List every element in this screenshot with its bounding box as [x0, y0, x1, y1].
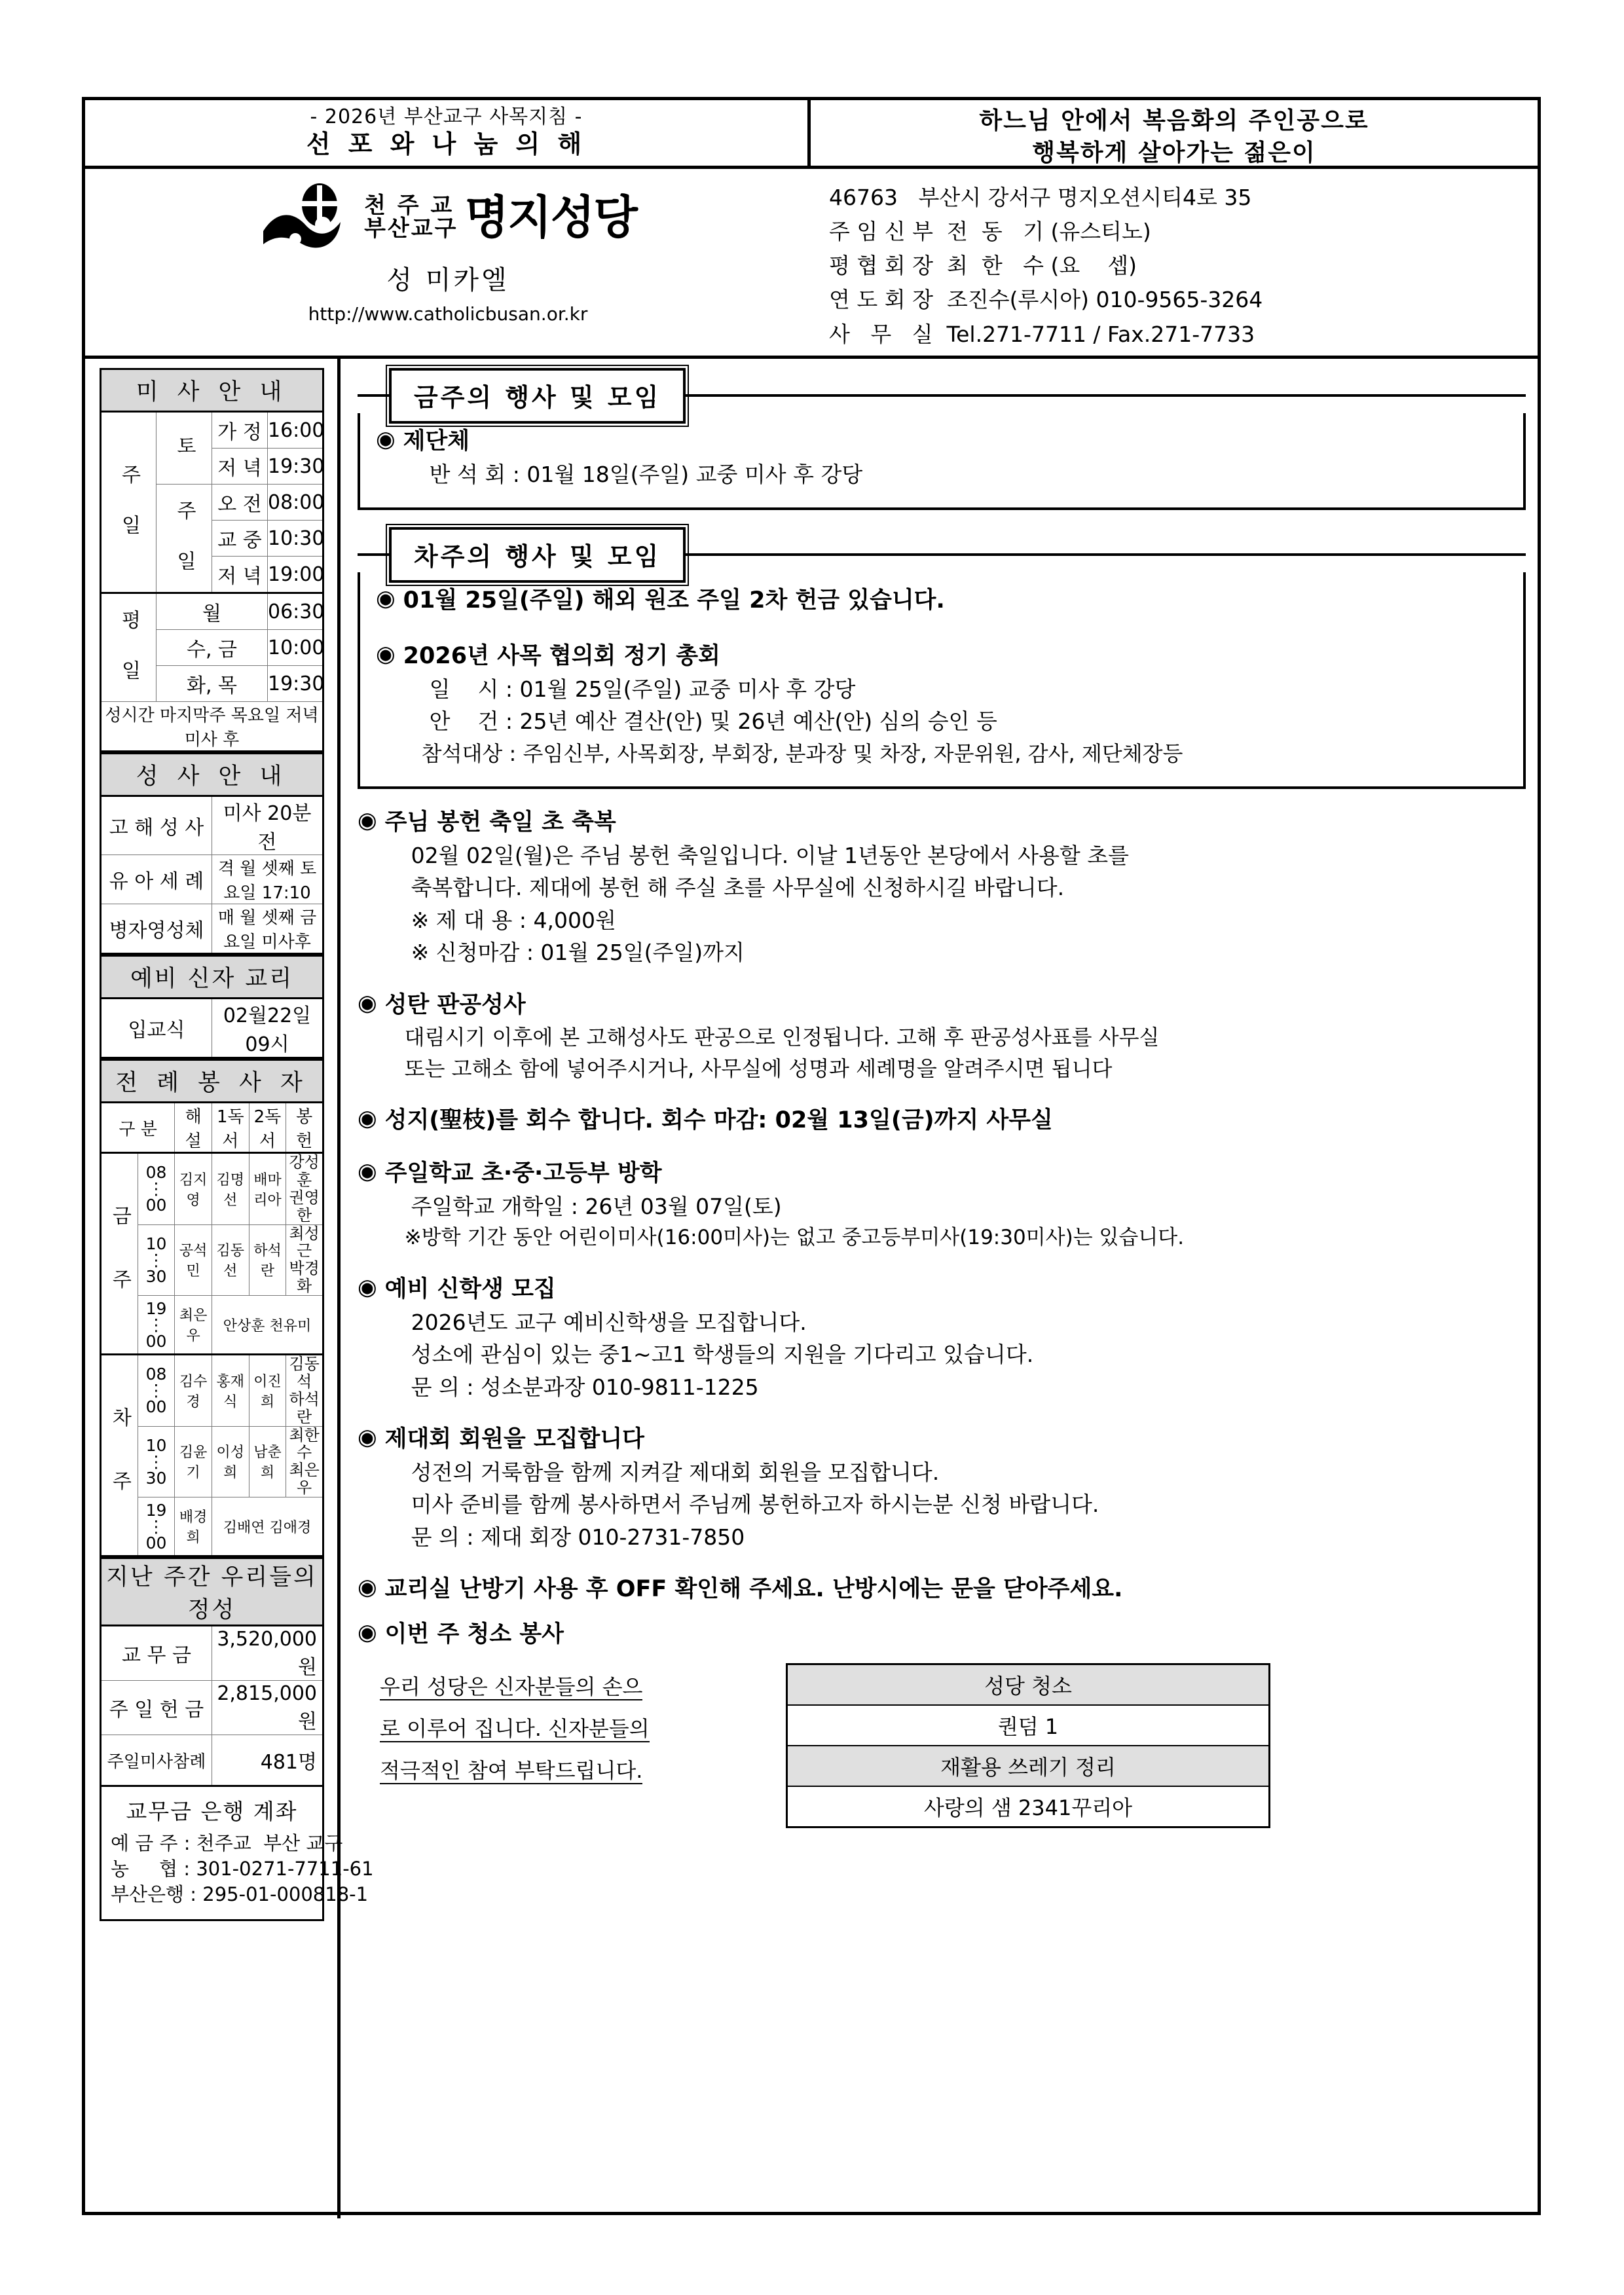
col-header-reading1: 1독서 — [212, 1103, 249, 1153]
bank-account-holder: 예 금 주 : 천주교 부산 교구 — [111, 1832, 343, 1854]
mass-kind: 가 정 — [212, 412, 268, 449]
commentary-name: 최은우 — [175, 1296, 212, 1355]
bullet-dot-icon: ◉ — [358, 1158, 377, 1184]
mass-day-sat: 토 — [173, 435, 196, 459]
announcement-line: 문 의 : 제대 회장 010-2731-7850 — [411, 1524, 745, 1550]
offering-name-1: 최한수 — [289, 1425, 320, 1462]
sacrament-title: 성 사 안 내 — [101, 754, 323, 796]
mass-kind: 저 녁 — [212, 449, 268, 485]
sacrament-label: 고 해 성 사 — [101, 796, 212, 855]
contact-info — [811, 169, 1538, 356]
reading2-name: 배마리아 — [249, 1153, 286, 1225]
offering-label: 주일미사참례 — [101, 1735, 212, 1786]
offering-name-2: 권영한 — [289, 1188, 320, 1224]
bullet-dot-icon: ◉ — [358, 1274, 377, 1300]
time-min: 00 — [145, 1533, 167, 1552]
bullet-dot-icon: ◉ — [358, 1619, 377, 1645]
bulletin-page — [82, 97, 1541, 2215]
time-hour: 10 — [145, 1435, 167, 1455]
mass-day-sun: 주 일 — [173, 500, 196, 574]
table-row — [101, 1626, 323, 1681]
mass-time: 08:00 — [268, 485, 323, 521]
church-logo-icon — [259, 181, 358, 253]
bullet-dot-icon: ◉ — [358, 1574, 377, 1601]
col-header-reading2: 2독서 — [249, 1103, 286, 1153]
motto-line-1: 하느님 안에서 복음화의 주인공으로 — [979, 107, 1369, 134]
bank-account-title: 교무금 은행 계좌 — [126, 1799, 298, 1824]
announcement-item — [358, 1423, 1526, 1553]
list-item — [376, 425, 1507, 490]
diocese-label-line2: 부산교구 — [364, 215, 458, 242]
offering-summary-table — [100, 1557, 324, 1787]
announcement-item — [358, 1157, 1526, 1253]
announcement-line: 대림시기 이후에 본 고해성사도 판공으로 인정됩니다. 고해 후 판공성사표를 사무실 — [404, 1025, 1160, 1050]
col-header-division: 구 분 — [101, 1103, 175, 1153]
mass-time: 19:00 — [268, 557, 323, 593]
time-hour: 19 — [145, 1298, 167, 1318]
mass-kind: 교 중 — [212, 521, 268, 557]
offering-names — [286, 1426, 323, 1497]
mass-time: 19:30 — [268, 449, 323, 485]
bank-account-nonghyup: 농 협 : 301-0271-7711-61 — [111, 1857, 374, 1880]
mass-kind: 저 녁 — [212, 557, 268, 593]
weekday-day: 수, 금 — [157, 630, 268, 666]
next-week-events-banner: 차주의 행사 및 모임 — [389, 527, 686, 583]
diocese-label — [364, 194, 458, 241]
header-main — [85, 169, 1538, 359]
offering-name-1: 강성훈 — [289, 1153, 320, 1189]
announcement-heading: 주님 봉헌 축일 초 축복 — [384, 809, 616, 835]
table-row — [101, 412, 323, 449]
reading1-name: 이성희 — [212, 1426, 249, 1497]
cleaning-category-recycling: 재활용 쓰레기 정리 — [787, 1746, 1270, 1786]
office-contact-line: 사 무 실 Tel.271-7711 / Fax.271-7733 — [829, 321, 1255, 347]
announcement-line: 또는 고해소 함에 넣어주시거나, 사무실에 성명과 세례명을 알려주시면 됩니다 — [404, 1056, 1113, 1082]
cleaning-assignment-table — [786, 1663, 1270, 1828]
table-row — [101, 702, 323, 752]
cleaning-note — [380, 1666, 747, 1791]
mass-time-slot: 08 ⋮ 00 — [138, 1153, 175, 1225]
time-min: 30 — [145, 1468, 167, 1488]
announcement-line: 축복합니다. 제대에 봉헌 해 주실 초를 사무실에 신청하시길 바랍니다. — [411, 875, 1065, 900]
announcement-line: 문 의 : 성소분과장 010-9811-1225 — [411, 1374, 759, 1400]
mass-time-slot: 10 ⋮ 30 — [138, 1426, 175, 1497]
announcement-line: 주일학교 개학일 : 26년 03월 07일(토) — [411, 1193, 782, 1219]
event-detail: 일 시 : 01월 25일(주일) 교중 미사 후 강당 — [429, 676, 856, 702]
catechumen-title: 예비 신자 교리 — [101, 956, 323, 999]
cleaning-note-line-3: 적극적인 참여 부탁드립니다. — [380, 1757, 643, 1783]
diocese-motto — [811, 100, 1538, 166]
mass-time-slot: 19 ⋮ 00 — [138, 1296, 175, 1355]
mass-schedule-table — [100, 368, 324, 752]
weekday-time: 06:30 — [268, 593, 323, 630]
col-header-offering: 봉 헌 — [286, 1103, 323, 1153]
announcement-line: 2026년도 교구 예비신학생을 모집합니다. — [411, 1309, 807, 1335]
next-week-events-panel — [358, 572, 1526, 789]
time-hour: 19 — [145, 1500, 167, 1520]
mass-time-slot: 10 ⋮ 30 — [138, 1224, 175, 1296]
announcement-heading: 이번 주 청소 봉사 — [384, 1621, 564, 1647]
catechumen-label: 입교식 — [101, 999, 212, 1058]
this-week-events-banner: 금주의 행사 및 모임 — [389, 368, 686, 424]
offering-name-2: 최은우 — [289, 1461, 320, 1497]
volunteer-title: 전 례 봉 사 자 — [101, 1060, 323, 1103]
mass-kind: 오 전 — [212, 485, 268, 521]
table-row — [101, 1153, 323, 1225]
offering-label: 주 일 헌 금 — [101, 1681, 212, 1735]
parish-name: 명지성당 — [464, 191, 637, 244]
table-row — [101, 796, 323, 855]
commentary-name: 김수경 — [175, 1355, 212, 1427]
event-detail: 참석대상 : 주임신부, 사목회장, 부회장, 분과장 및 차장, 자문위원, 감사, 제단체장등 — [421, 741, 1183, 766]
weekday-day: 월 — [157, 593, 268, 630]
parish-identity — [85, 169, 811, 356]
bank-account-box — [100, 1787, 374, 1921]
sacrament-value: 매 월 셋째 금요일 미사후 — [212, 904, 323, 954]
reading2-name: 남춘희 — [249, 1426, 286, 1497]
announcement-line: 미사 준비를 함께 봉사하면서 주님께 봉헌하고자 하시는분 신청 바랍니다. — [411, 1492, 1099, 1518]
reading1-name: 김동선 — [212, 1224, 249, 1296]
announcement-line: 02월 02일(월)은 주님 봉헌 축일입니다. 이날 1년동안 본당에서 사용할 초를 — [411, 842, 1130, 868]
table-row — [787, 1746, 1270, 1786]
col-header-commentary: 해 설 — [175, 1103, 212, 1153]
offering-names — [286, 1224, 323, 1296]
time-min: 00 — [145, 1331, 167, 1351]
table-row — [101, 1681, 323, 1735]
event-detail: 안 건 : 25년 예산 결산(안) 및 26년 예산(안) 심의 승인 등 — [429, 708, 997, 735]
bullet-dot-icon: ◉ — [358, 989, 377, 1016]
diocese-label-line1: 천 주 교 — [364, 192, 454, 219]
offering-label: 교 무 금 — [101, 1626, 212, 1681]
cleaning-note-line-1: 우리 성당은 신자분들의 손으 — [380, 1674, 643, 1699]
commentary-name: 배경희 — [175, 1497, 212, 1556]
table-row — [787, 1786, 1270, 1827]
guideline-title: 선 포 와 나 눔 의 해 — [306, 130, 587, 158]
next-week-banner-wrap — [358, 527, 1526, 583]
mass-time-slot: 19 ⋮ 00 — [138, 1497, 175, 1556]
catechumen-table — [100, 955, 324, 1059]
sacrament-label: 병자영성체 — [101, 904, 212, 954]
announcement-line: ※방학 기간 동안 어린이미사(16:00미사)는 없고 중고등부미사(19:30미사)는 있습니다. — [404, 1226, 1185, 1250]
table-row — [101, 1735, 323, 1786]
announcement-line: 성소에 관심이 있는 중1~고1 학생들의 지원을 기다리고 있습니다. — [411, 1342, 1034, 1367]
mass-group-weekday: 평 일 — [117, 609, 141, 684]
bullet-dot-icon: ◉ — [358, 1105, 377, 1132]
main-content — [341, 359, 1538, 2218]
reading1-name: 홍재식 — [212, 1355, 249, 1427]
mass-time: 16:00 — [268, 412, 323, 449]
announcement-item — [358, 1573, 1526, 1606]
list-item — [376, 640, 1507, 769]
time-min: 00 — [145, 1397, 167, 1417]
parish-website-url[interactable]: http://www.catholicbusan.or.kr — [308, 303, 588, 325]
sacrament-table — [100, 752, 324, 955]
offering-names — [286, 1153, 323, 1225]
announcement-item — [358, 989, 1526, 1085]
announcement-item — [358, 1273, 1526, 1403]
bullet-dot-icon: ◉ — [376, 585, 396, 612]
parish-address: 46763 부산시 강서구 명지오션시티4로 35 — [829, 185, 1252, 210]
guideline-subtitle: - 2026년 부산교구 사목지침 - — [310, 105, 583, 128]
merged-volunteer-names: 김배연 김애경 — [212, 1497, 323, 1556]
this-week-events-panel — [358, 413, 1526, 510]
sacrament-value: 격 월 셋째 토요일 17:10 — [212, 855, 323, 904]
announcement-heading: 성지(聖枝)를 회수 합니다. 회수 마감: 02월 13일(금)까지 사무실 — [384, 1107, 1053, 1134]
holy-hour-note: 성시간 마지막주 목요일 저녁 미사 후 — [101, 702, 323, 752]
offering-value: 481명 — [212, 1735, 323, 1786]
reading2-name: 이진희 — [249, 1355, 286, 1427]
reading1-name: 김명선 — [212, 1153, 249, 1225]
table-row — [101, 855, 323, 904]
commentary-name: 공석민 — [175, 1224, 212, 1296]
cleaning-team-church: 퀀덤 1 — [787, 1705, 1270, 1746]
event-heading: 01월 25일(주일) 해외 원조 주일 2차 헌금 있습니다. — [403, 587, 945, 614]
cleaning-team-recycling: 사랑의 샘 2341꾸리아 — [787, 1786, 1270, 1827]
table-row — [101, 999, 323, 1058]
announcement-item — [358, 1104, 1526, 1137]
list-item — [376, 584, 1507, 617]
announcement-heading: 제대회 회원을 모집합니다 — [384, 1426, 644, 1452]
announcement-heading: 교리실 난방기 사용 후 OFF 확인해 주세요. 난방시에는 문을 닫아주세요. — [384, 1576, 1123, 1603]
time-hour: 08 — [145, 1163, 167, 1183]
table-row — [787, 1664, 1270, 1705]
cleaning-note-line-2: 로 이루어 집니다. 신자분들의 — [380, 1716, 650, 1741]
time-hour: 08 — [145, 1365, 167, 1384]
time-min: 00 — [145, 1196, 167, 1215]
header-top — [85, 100, 1538, 169]
event-heading: 2026년 사목 협의회 정기 총회 — [403, 643, 720, 669]
announcement-line: 성전의 거룩함을 함께 지켜갈 제대회 회원을 모집합니다. — [411, 1459, 940, 1485]
offering-name-1: 김동석 — [289, 1355, 320, 1391]
commentary-name: 김윤기 — [175, 1426, 212, 1497]
offering-value: 3,520,000원 — [212, 1626, 323, 1681]
announcement-line: ※ 제 대 용 : 4,000원 — [411, 907, 616, 933]
pastor-line: 주 임 신 부 전 동 기 (유스티노) — [829, 219, 1151, 245]
event-detail: 반 석 회 : 01월 18일(주일) 교중 미사 후 강당 — [429, 461, 863, 487]
week-label-next: 차 주 — [108, 1407, 132, 1501]
offering-names — [286, 1355, 323, 1427]
prayer-chair-line: 연 도 회 장 조진수(루시아) 010-9565-3264 — [829, 287, 1263, 313]
mass-time: 10:30 — [268, 521, 323, 557]
bullet-dot-icon: ◉ — [376, 426, 396, 452]
offering-title: 지난 주간 우리들의 정성 — [101, 1558, 323, 1626]
bank-account-busanbank: 부산은행 : 295-01-000818-1 — [111, 1882, 369, 1905]
announcement-item — [358, 1618, 1526, 1651]
bulletin-body — [85, 359, 1538, 2218]
bullet-dot-icon: ◉ — [358, 807, 377, 834]
time-min: 30 — [145, 1266, 167, 1286]
mass-schedule-title: 미 사 안 내 — [101, 369, 323, 412]
pastoral-guideline — [85, 100, 811, 166]
table-row — [101, 1355, 323, 1427]
offering-value: 2,815,000원 — [212, 1681, 323, 1735]
mass-group-sunday: 주 일 — [117, 464, 141, 538]
announcement-item — [358, 806, 1526, 969]
sacrament-label: 유 아 세 례 — [101, 855, 212, 904]
catechumen-value: 02월22일09시 — [212, 999, 323, 1058]
bullet-dot-icon: ◉ — [376, 641, 396, 667]
liturgical-volunteer-table — [100, 1059, 324, 1557]
merged-volunteer-names: 안상훈 천유미 — [212, 1296, 323, 1355]
week-label-this: 금 주 — [108, 1205, 132, 1299]
announcement-heading: 주일학교 초·중·고등부 방학 — [384, 1160, 662, 1186]
this-week-banner-wrap — [358, 368, 1526, 424]
reading2-name: 하석란 — [249, 1224, 286, 1296]
sacrament-value: 미사 20분 전 — [212, 796, 323, 855]
cleaning-category-church: 성당 청소 — [787, 1664, 1270, 1705]
offering-name-1: 최성근 — [289, 1224, 320, 1260]
weekday-day: 화, 목 — [157, 666, 268, 702]
offering-name-2: 하석란 — [289, 1389, 320, 1426]
sidebar — [85, 359, 374, 2218]
cleaning-service-section — [358, 1661, 1526, 1828]
announcement-heading: 성탄 판공성사 — [384, 991, 526, 1018]
time-hour: 10 — [145, 1234, 167, 1253]
weekday-time: 10:00 — [268, 630, 323, 666]
announcement-heading: 예비 신학생 모집 — [384, 1276, 556, 1302]
announcement-line: ※ 신청마감 : 01월 25일(주일)까지 — [411, 940, 745, 965]
offering-name-2: 박경화 — [289, 1259, 320, 1296]
bullet-dot-icon: ◉ — [358, 1424, 377, 1450]
lay-chair-line: 평 협 회 장 최 한 수 (요 셉) — [829, 253, 1137, 279]
table-row — [101, 904, 323, 954]
table-header-row — [101, 1103, 323, 1153]
event-heading: 제단체 — [403, 428, 470, 454]
table-row — [101, 593, 323, 630]
table-row — [787, 1705, 1270, 1746]
weekday-time: 19:30 — [268, 666, 323, 702]
motto-line-2: 행복하게 살아가는 젊은이 — [1032, 139, 1316, 166]
commentary-name: 김지영 — [175, 1153, 212, 1225]
patron-saint: 성 미카엘 — [386, 265, 509, 295]
mass-time-slot: 08 ⋮ 00 — [138, 1355, 175, 1427]
